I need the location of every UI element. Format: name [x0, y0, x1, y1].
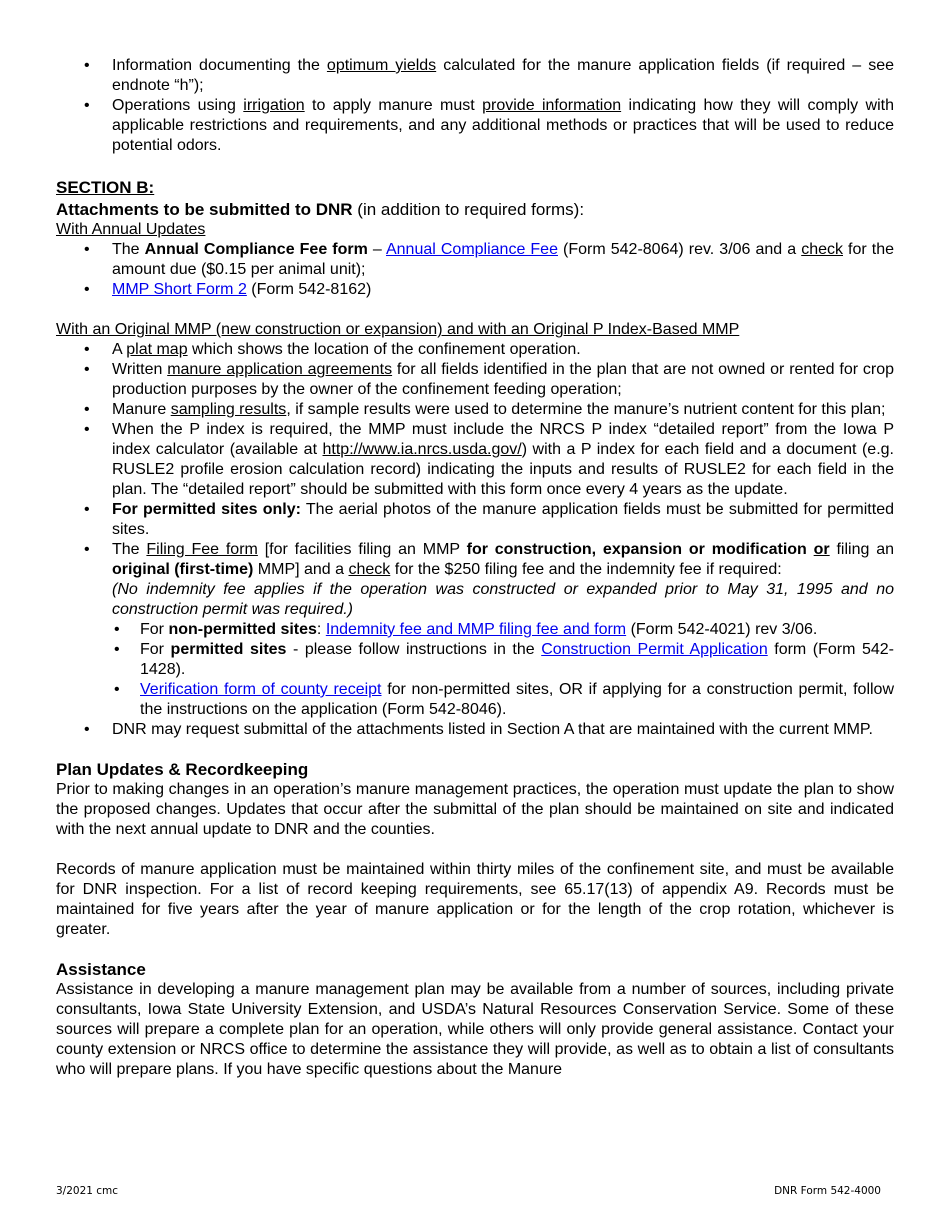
- original-mmp-list: [56, 340, 894, 740]
- list-item: • Information documenting the optimum yields calculated for the manure application fields (if required – see endnote “h”);: [56, 56, 894, 96]
- section-a-continued-list: [56, 56, 894, 156]
- attachments-heading: Attachments to be submitted to DNR (in addition to required forms):: [56, 200, 585, 219]
- assistance-heading: Assistance: [56, 960, 146, 979]
- footer-form-number: DNR Form 542-4000: [774, 1185, 881, 1197]
- filing-fee-sublist: [112, 620, 894, 720]
- plan-updates-paragraph: Prior to making changes in an operation’s manure management practices, the operation must update the plan to show the proposed changes. Updates that occur after the submittal of the plan should be maintained on site and indicated with the next annual update to DNR and the counties.: [56, 781, 894, 838]
- list-item: • MMP Short Form 2 (Form 542-8162): [56, 280, 894, 300]
- county-receipt-verification-link[interactable]: Verification form of county receipt: [140, 681, 382, 698]
- section-b-heading: SECTION B:: [56, 178, 155, 197]
- nrcs-url[interactable]: http://www.ia.nrcs.usda.gov/: [322, 441, 522, 458]
- indemnity-note: (No indemnity fee applies if the operation was constructed or expanded prior to May 31, 1995 and no construction permit was required.): [112, 581, 894, 618]
- list-item: • Manure sampling results, if sample results were used to determine the manure’s nutrient content for this plan;: [56, 400, 894, 420]
- list-item: • For permitted sites - please follow instructions in the Construction Permit Application form (Form 542-1428).: [112, 640, 894, 680]
- list-item: • Verification form of county receipt for non-permitted sites, OR if applying for a construction permit, follow the instructions on the application (Form 542-8046).: [112, 680, 894, 720]
- list-item: • The Annual Compliance Fee form – Annual Compliance Fee (Form 542-8064) rev. 3/06 and a check for the amount due ($0.15 per animal unit);: [56, 240, 894, 280]
- list-item: • When the P index is required, the MMP must include the NRCS P index “detailed report” from the Iowa P index calculator (available at http://www.ia.nrcs.usda.gov/) with a P index for each field and a document (e.g. RUSLE2 profile erosion calculation record) indicating the inputs and results of RUSLE2 for each field in the plan. The “detailed report” should be submitted with this form once every 4 years as the update.: [56, 420, 894, 500]
- list-item: • For non-permitted sites: Indemnity fee and MMP filing fee and form (Form 542-4021) rev 3/06.: [112, 620, 894, 640]
- annual-updates-list: [56, 240, 894, 300]
- mmp-short-form-link[interactable]: MMP Short Form 2: [112, 281, 247, 298]
- annual-compliance-fee-link[interactable]: Annual Compliance Fee: [385, 241, 558, 258]
- list-item: • A plat map which shows the location of the confinement operation.: [56, 340, 894, 360]
- construction-permit-application-link[interactable]: Construction Permit Application: [541, 641, 768, 658]
- indemnity-fee-form-link[interactable]: Indemnity fee and MMP filing fee and form: [325, 621, 627, 638]
- original-mmp-heading: With an Original MMP (new construction or expansion) and with an Original P Index-Based MMP: [56, 321, 740, 338]
- list-item: • Written manure application agreements for all fields identified in the plan that are not owned or rented for crop production purposes by the owner of the confinement feeding operation;: [56, 360, 894, 400]
- document-content: [56, 56, 894, 1080]
- list-item: • DNR may request submittal of the attachments listed in Section A that are maintained with the current MMP.: [56, 720, 894, 740]
- plan-updates-heading: Plan Updates & Recordkeeping: [56, 760, 309, 779]
- list-item: • The Filing Fee form [for facilities filing an MMP for construction, expansion or modification or filing an original (first-time) MMP] and a check for the $250 filing fee and the indemnity fee if required: (No indemnity fee applies if the operation was constructed or expanded prior to May 31, 1995 and no construction permit was required.) • For non-permitted sites: Indemnity fee and MMP filing fee and form (Form 542-4021) rev 3/06. • For permitted sites - please follow instructions in the Construction Permit Application form (Form 542-1428). • Verification form of county receipt for non-permitted sites, OR if applying for a construction permit, follow the instructions on the application (Form 542-8046).: [56, 540, 894, 720]
- footer-date: 3/2021 cmc: [56, 1185, 119, 1197]
- annual-updates-heading: With Annual Updates: [56, 221, 206, 238]
- list-item: • Operations using irrigation to apply manure must provide information indicating how they will comply with applicable restrictions and requirements, and any additional methods or practices that will be used to reduce potential odors.: [56, 96, 894, 156]
- assistance-paragraph: Assistance in developing a manure management plan may be available from a number of sources, including private consultants, Iowa State University Extension, and USDA’s Natural Resources Conservation Service. Some of these sources will prepare a complete plan for an operation, while others will only provide general assistance. Contact your county extension or NRCS office to determine the assistance they will provide, as well as to obtain a list of consultants who will prepare plans. If you have specific questions about the Manure: [56, 981, 894, 1078]
- recordkeeping-paragraph: Records of manure application must be maintained within thirty miles of the confinement site, and must be available for DNR inspection. For a list of record keeping requirements, see 65.17(13) of appendix A9. Records must be maintained for five years after the year of manure application or for the length of the crop rotation, whichever is greater.: [56, 861, 894, 938]
- list-item: • For permitted sites only: The aerial photos of the manure application fields must be submitted for permitted sites.: [56, 500, 894, 540]
